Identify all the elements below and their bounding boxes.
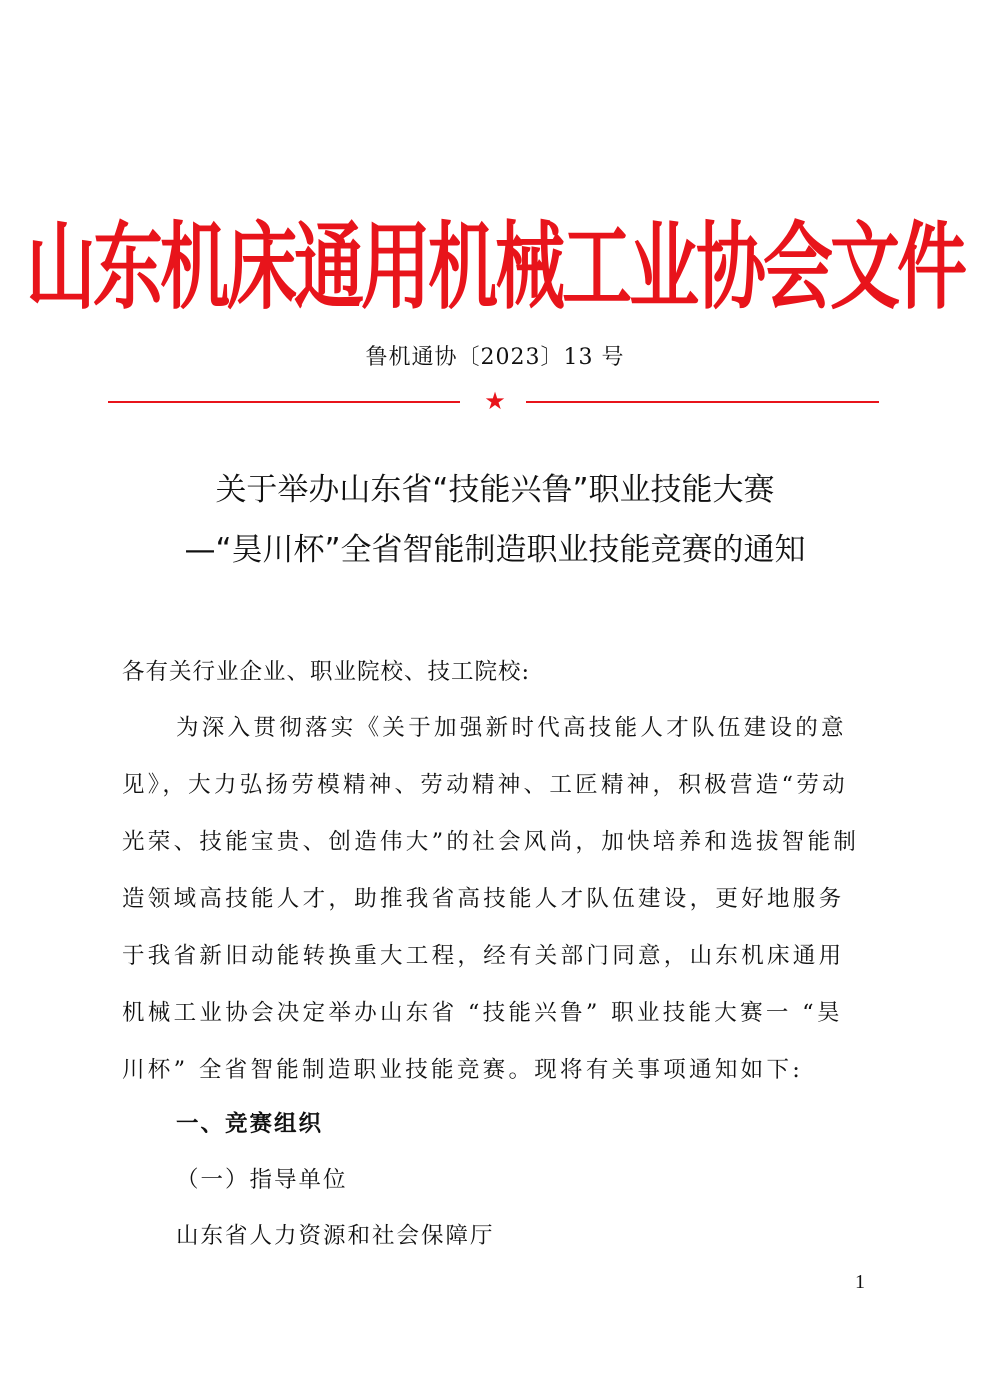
salutation: 各有关行业企业、职业院校、技工院校: bbox=[122, 659, 531, 685]
notice-title-line-1: 关于举办山东省“技能兴鲁”职业技能大赛 bbox=[215, 472, 775, 508]
red-divider-right bbox=[526, 401, 879, 403]
paragraph-line: 川杯” 全省智能制造职业技能竞赛。现将有关事项通知如下: bbox=[122, 1057, 804, 1083]
document-number: 鲁机通协〔2023〕13 号 bbox=[365, 345, 625, 370]
paragraph-line: 见》，大力弘扬劳模精神、劳动精神、工匠精神，积极营造“劳动 bbox=[122, 772, 848, 798]
guiding-unit-name: 山东省人力资源和社会保障厅 bbox=[176, 1223, 495, 1249]
red-divider-left bbox=[108, 401, 460, 403]
paragraph-line: 光荣、技能宝贵、创造伟大”的社会风尚，加快培养和选拔智能制 bbox=[122, 829, 860, 855]
org-header-title: 山东机床通用机械工业协会文件 bbox=[26, 210, 964, 323]
section-heading: 一、竞赛组织 bbox=[176, 1111, 324, 1137]
paragraph-line: 为深入贯彻落实《关于加强新时代高技能人才队伍建设的意 bbox=[176, 715, 847, 741]
paragraph-line: 于我省新旧动能转换重大工程，经有关部门同意，山东机床通用 bbox=[122, 943, 845, 969]
page-number: 1 bbox=[855, 1271, 865, 1293]
star-icon: ★ bbox=[484, 387, 506, 415]
paragraph-line: 机械工业协会决定举办山东省 “技能兴鲁” 职业技能大赛一 “昊 bbox=[122, 1000, 843, 1026]
notice-title-line-2: —“昊川杯”全省智能制造职业技能竞赛的通知 bbox=[184, 532, 806, 568]
sub-heading: （一）指导单位 bbox=[176, 1167, 348, 1193]
paragraph-line: 造领域高技能人才，助推我省高技能人才队伍建设，更好地服务 bbox=[122, 886, 845, 912]
